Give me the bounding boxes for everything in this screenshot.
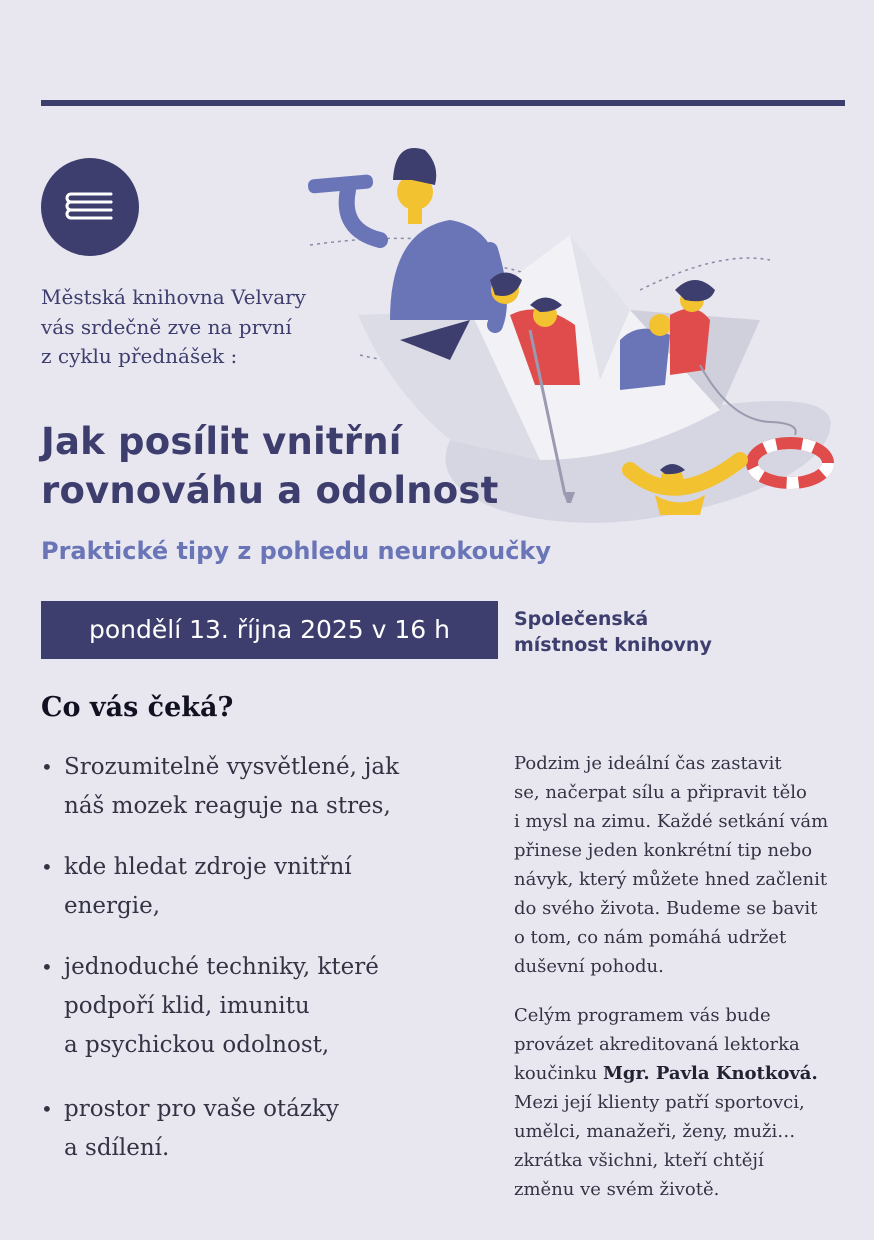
intro-line: vás srdečně zve na první [41, 314, 292, 339]
paragraph-line: i mysl na zimu. Každé setkání vám [514, 811, 829, 832]
paragraph-line: zkrátka všichni, kteří chtějí [514, 1150, 764, 1171]
paragraph-line: o tom, co nám pomáhá udržet [514, 927, 787, 948]
paragraph-line: Celým programem vás bude [514, 1005, 771, 1026]
bullet-line: náš mozek reaguje na stres, [64, 793, 391, 819]
paragraph-line: do svého života. Budeme se bavit [514, 898, 818, 919]
paragraph-text: koučinku [514, 1063, 603, 1084]
paragraph-line [514, 1059, 844, 1088]
paragraph-line: umělci, manažeři, ženy, muži… [514, 1121, 796, 1142]
list-item [41, 948, 471, 1065]
library-logo [41, 158, 139, 256]
paragraph-lecturer [514, 1001, 844, 1204]
paragraph-line: změnu ve svém životě. [514, 1179, 720, 1200]
intro-line: Městská knihovna Velvary [41, 285, 306, 309]
venue-line: Společenská [514, 608, 649, 630]
venue-line: místnost knihovny [514, 634, 712, 656]
bullet-line: prostor pro vaše otázky [64, 1096, 339, 1122]
bullet-marker: • [41, 855, 53, 879]
title-line: rovnováhu a odolnost [41, 469, 499, 512]
date-banner: pondělí 13. října 2025 v 16 h [41, 601, 498, 659]
list-item [41, 748, 471, 826]
paragraph-line: se, načerpat sílu a připravit tělo [514, 782, 807, 803]
top-rule [41, 100, 845, 106]
list-item [41, 848, 471, 926]
list-item [41, 1090, 471, 1168]
section-heading: Co vás čeká? [41, 692, 234, 723]
paragraph-line: provázet akreditovaná lektorka [514, 1034, 800, 1055]
paragraph-line: přinese jeden konkrétní tip nebo [514, 840, 813, 861]
books-icon [65, 188, 117, 228]
event-title [41, 417, 601, 515]
lecturer-name: Mgr. Pavla Knotková. [603, 1063, 818, 1084]
paragraph-intro [514, 749, 844, 981]
paragraph-line: Podzim je ideální čas zastavit [514, 753, 782, 774]
bullet-line: jednoduché techniky, které [64, 954, 379, 980]
paragraph-line: duševní pohodu. [514, 956, 664, 977]
paragraph-line: návyk, který můžete hned začlenit [514, 869, 828, 890]
bullet-line: a sdílení. [64, 1135, 170, 1161]
bullet-line: podpoří klid, imunitu [64, 993, 310, 1019]
venue-label [514, 606, 712, 658]
bullet-line: a psychickou odolnost, [64, 1032, 330, 1058]
bullet-marker: • [41, 1097, 53, 1121]
bullet-marker: • [41, 955, 53, 979]
bullet-line: Srozumitelně vysvětlené, jak [64, 754, 400, 780]
bullet-line: energie, [64, 893, 161, 919]
bullet-marker: • [41, 755, 53, 779]
paragraph-line: Mezi její klienty patří sportovci, [514, 1092, 805, 1113]
event-subtitle: Praktické tipy z pohledu neurokoučky [41, 537, 552, 565]
title-line: Jak posílit vnitřní [41, 420, 402, 463]
intro-line: z cyklu přednášek : [41, 344, 238, 368]
bullet-line: kde hledat zdroje vnitřní [64, 854, 352, 880]
